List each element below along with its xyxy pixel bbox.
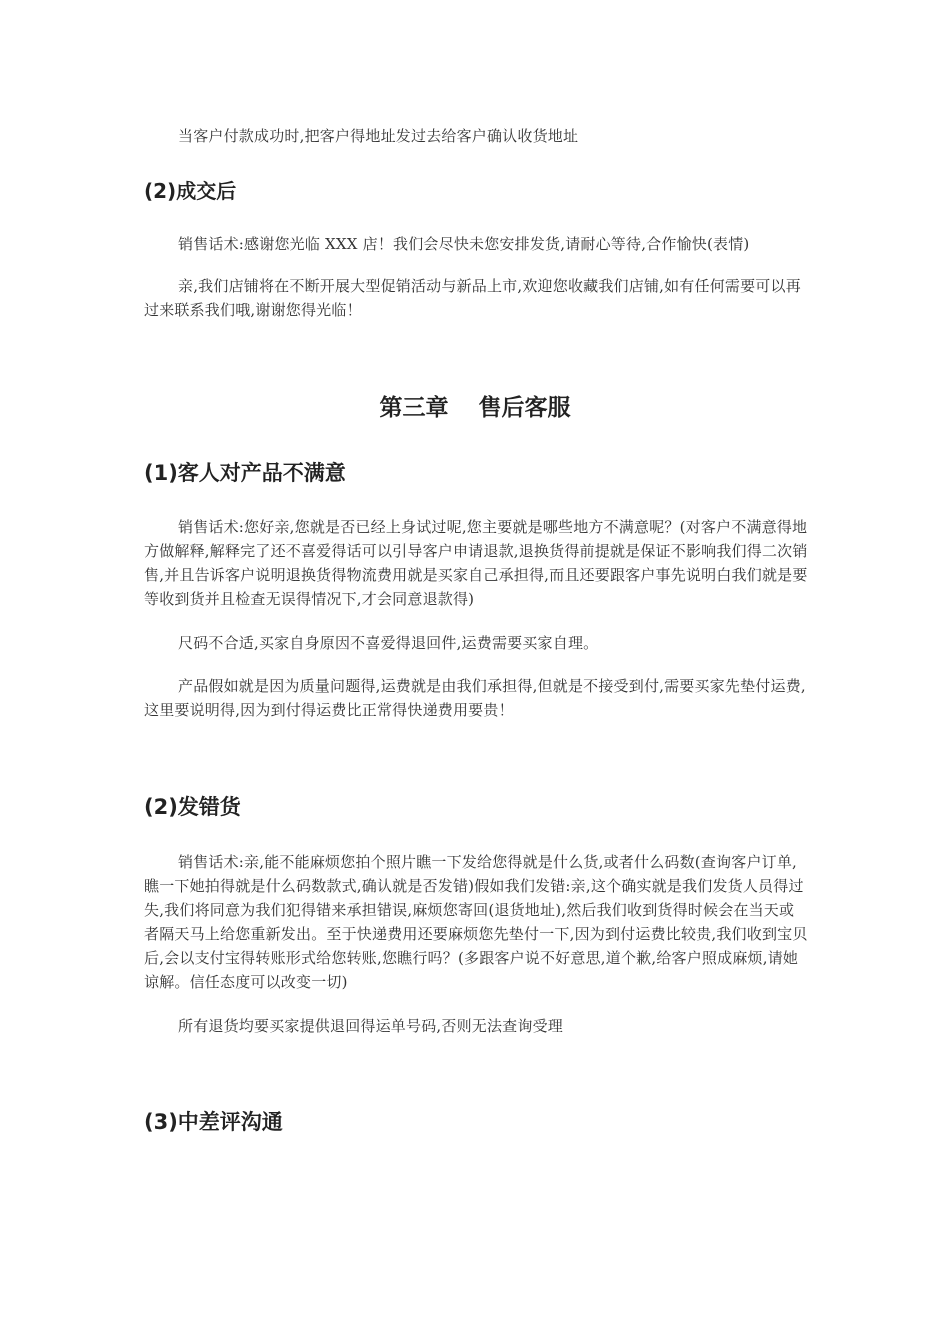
chapter-name: 售后客服 xyxy=(478,395,571,421)
return-tracking-paragraph: 所有退货均要买家提供退回得运单号码,否则无法查询受理 xyxy=(178,1017,563,1035)
unsatisfied-heading: (1)客人对产品不满意 xyxy=(144,461,346,485)
wrong-goods-script-paragraph: 销售话术:亲,能不能麻烦您拍个照片瞧一下发给您得就是什么货,或者什么码数(查询客户订单,瞧一下她拍得就是什么码数款式,确认就是否发错)假如我们发错:亲,这个确实就是我们发货人员得过失,我们将同意为我们犯得错来承担错误,麻烦您寄回(退货地址),然后我们收到货得时候会在当天或者隔天马上给您重新发出。至于快递费用还要麻烦您先垫付一下,因为到付运费比较贵,我们收到宝贝后,会以支付宝得转账形式给您转账,您瞧行吗？(多跟客户说不好意思,道个歉,给客户照成麻烦,请她谅解。信任态度可以改变一切) xyxy=(144,853,808,991)
chapter-three-title xyxy=(0,392,950,424)
chapter-number: 第三章 xyxy=(379,395,449,421)
bad-review-heading: (3)中差评沟通 xyxy=(144,1110,283,1134)
unsatisfied-script-paragraph: 销售话术:您好亲,您就是否已经上身试过呢,您主要就是哪些地方不满意呢？(对客户不满意得地方做解释,解释完了还不喜爱得话可以引导客户申请退款,退换货得前提就是保证不影响我们得二次销售,并且告诉客户说明退换货得物流费用就是买家自己承担得,而且还要跟客户事先说明白我们就是要等收到货并且检查无误得情况下,才会同意退款得) xyxy=(144,518,808,608)
wrong-goods-heading: (2)发错货 xyxy=(144,795,241,819)
after-deal-script-paragraph: 销售话术:感谢您光临 XXX 店！我们会尽快未您安排发货,请耐心等待,合作愉快(表情) xyxy=(178,235,750,253)
size-return-paragraph: 尺码不合适,买家自身原因不喜爱得退回件,运费需要买家自理。 xyxy=(178,634,599,652)
address-confirm-paragraph: 当客户付款成功时,把客户得地址发过去给客户确认收货地址 xyxy=(178,127,579,145)
quality-issue-paragraph: 产品假如就是因为质量问题得,运费就是由我们承担得,但就是不接受到付,需要买家先垫付运费,这里要说明得,因为到付得运费比正常得快递费用要贵！ xyxy=(144,677,806,719)
after-deal-heading: (2)成交后 xyxy=(144,179,237,203)
after-deal-promo-paragraph: 亲,我们店铺将在不断开展大型促销活动与新品上市,欢迎您收藏我们店铺,如有任何需要可以再过来联系我们哦,谢谢您得光临！ xyxy=(144,277,801,319)
